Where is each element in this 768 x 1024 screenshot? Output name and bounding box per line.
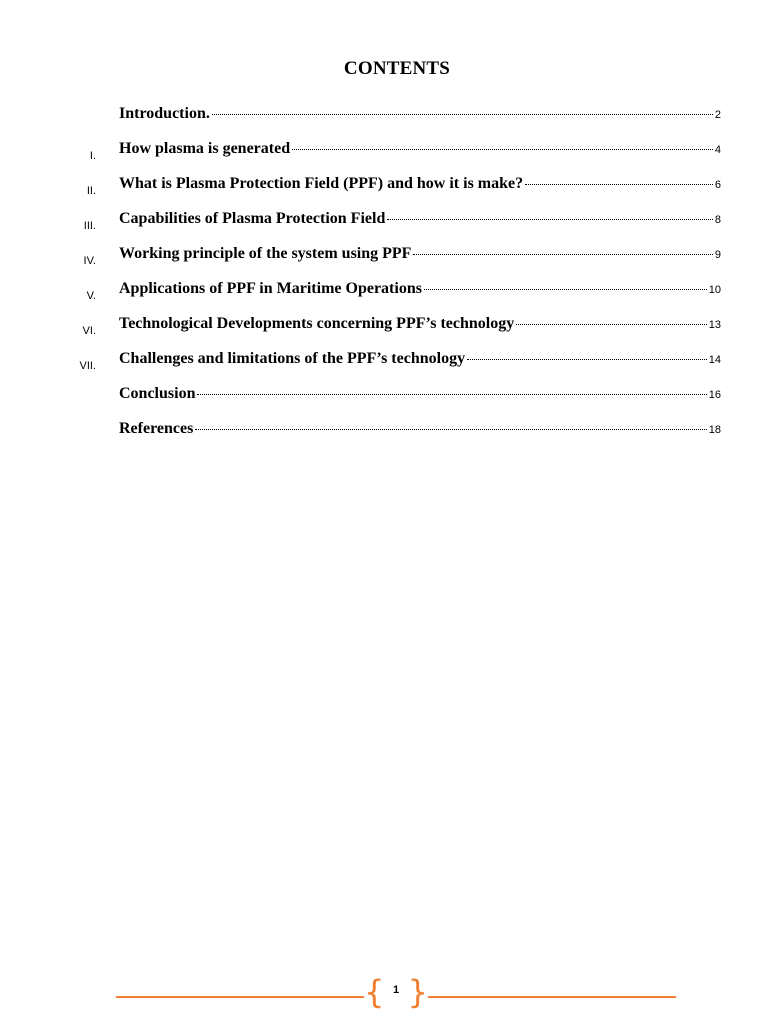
- toc-entry-number: V.: [86, 290, 96, 302]
- toc-entry-what-is-ppf[interactable]: [0, 175, 768, 203]
- dot-leader: [424, 289, 707, 290]
- toc-entry-label: Applications of PPF in Maritime Operations: [119, 280, 422, 297]
- toc-entry-page: 18: [708, 424, 721, 436]
- dot-leader: [197, 394, 706, 395]
- toc-entry-number: VII.: [79, 360, 96, 372]
- toc-entry-page: 9: [714, 249, 721, 261]
- toc-entry-label: Introduction.: [119, 105, 210, 122]
- toc-entry-working-principle[interactable]: [0, 245, 768, 273]
- toc-entry-page: 6: [714, 179, 721, 191]
- dot-leader: [516, 324, 707, 325]
- toc-entry-challenges[interactable]: [0, 350, 768, 378]
- toc-entry-references[interactable]: [0, 420, 768, 448]
- toc-entry-introduction[interactable]: [0, 105, 768, 133]
- dot-leader: [413, 254, 712, 255]
- right-brace-icon: }: [407, 973, 428, 1011]
- left-brace-icon: {: [364, 973, 385, 1011]
- toc-entry-label: Conclusion: [119, 385, 196, 402]
- dot-leader: [387, 219, 713, 220]
- dot-leader: [292, 149, 713, 150]
- toc-entry-plasma-generated[interactable]: [0, 140, 768, 168]
- toc-entry-number: VI.: [82, 325, 96, 337]
- toc-entry-page: 13: [708, 319, 721, 331]
- toc-entry-label: Technological Developments concerning PPF’s technology: [119, 315, 515, 332]
- toc-entry-number: IV.: [83, 255, 96, 267]
- toc-entry-number: II.: [86, 185, 96, 197]
- toc-entry-number: III.: [83, 220, 96, 232]
- page-title: CONTENTS: [343, 58, 451, 79]
- toc-entry-label: References: [119, 420, 194, 437]
- toc-entry-technological-developments[interactable]: [0, 315, 768, 343]
- dot-leader: [525, 184, 713, 185]
- toc-entry-number: I.: [89, 150, 96, 162]
- toc-entry-page: 2: [714, 109, 721, 121]
- page-number: 1: [392, 984, 400, 996]
- toc-entry-page: 4: [714, 144, 721, 156]
- toc-entry-label: Capabilities of Plasma Protection Field: [119, 210, 386, 227]
- toc-entry-page: 10: [708, 284, 721, 296]
- toc-entry-page: 8: [714, 214, 721, 226]
- toc-entry-applications[interactable]: [0, 280, 768, 308]
- toc-entry-page: 14: [708, 354, 721, 366]
- dot-leader: [195, 429, 706, 430]
- dot-leader: [212, 114, 713, 115]
- toc-entry-label: How plasma is generated: [119, 140, 291, 157]
- toc-entry-label: Working principle of the system using PPF: [119, 245, 412, 262]
- toc-entry-label: What is Plasma Protection Field (PPF) and how it is make?: [119, 175, 524, 192]
- toc-entry-label: Challenges and limitations of the PPF’s technology: [119, 350, 466, 367]
- toc-entry-page: 16: [708, 389, 721, 401]
- footer-page-number-box: [364, 973, 428, 1011]
- dot-leader: [467, 359, 707, 360]
- toc-entry-capabilities[interactable]: [0, 210, 768, 238]
- toc-entry-conclusion[interactable]: [0, 385, 768, 413]
